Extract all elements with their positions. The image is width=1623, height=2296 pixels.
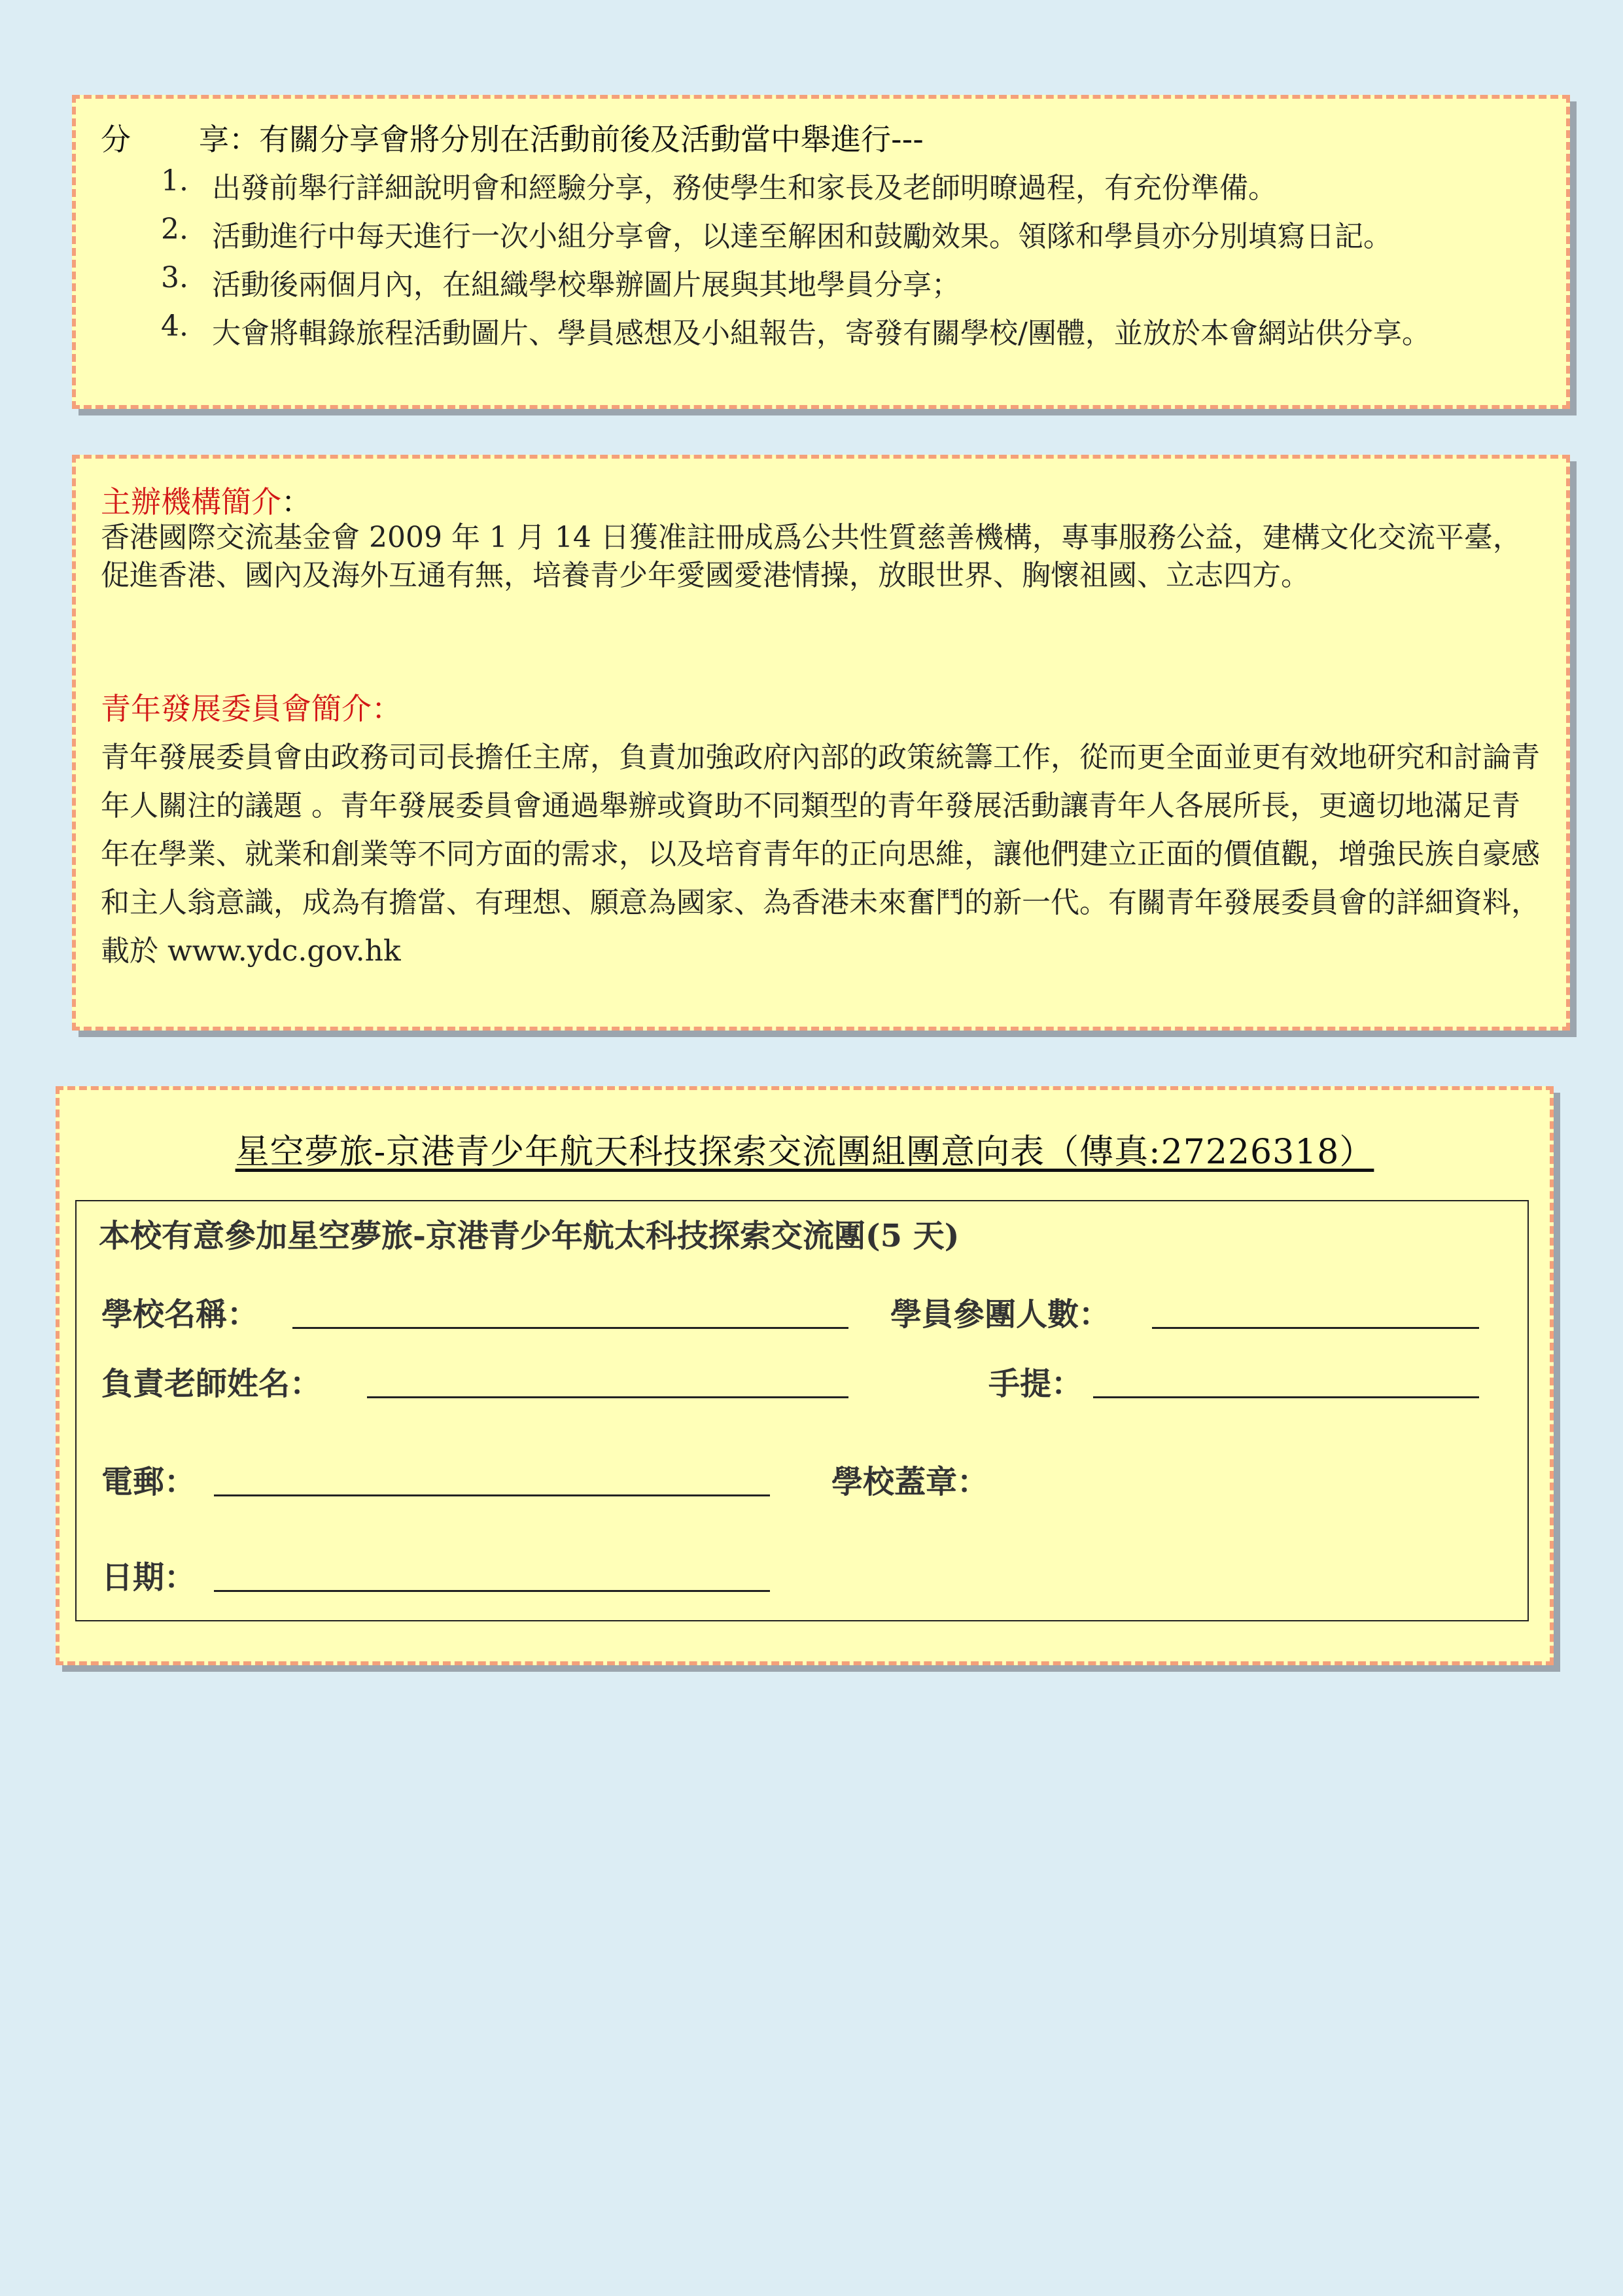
email-field[interactable] xyxy=(214,1494,770,1496)
ydc-title xyxy=(101,685,402,728)
school-name-field[interactable] xyxy=(292,1327,848,1329)
list-text: 出發前舉行詳細說明會和經驗分享，務使學生和家長及老師明暸過程，有充份準備。 xyxy=(212,171,1277,205)
participants-label: 學員參團人數： xyxy=(890,1296,1111,1333)
ydc-body: 青年發展委員會由政務司司長擔任主席，負責加強政府內部的政策統籌工作，從而更全面並更有效地研究和討論青年人關注的議題 。青年發展委員會通過舉辦或資助不同類型的青年發展活動讓青年人各展所長，更適切地滿足青年在學業、就業和創業等不同方面的需求，以及培育青年的正向思維，讓他們建立正面的價值觀，增強民族自豪感和主人翁意識，成為有擔當、有理想、願意為國家、為香港未來奮鬥的新一代。有關青年發展委員會的詳細資料，載於 www.ydc.gov.hk xyxy=(101,741,1540,968)
organizer-title-text: 主辦機構簡介 xyxy=(101,484,281,520)
form-title: 星空夢旅-京港青少年航天科技探索交流團組團意向表（傳真:27226318） xyxy=(235,1133,1374,1172)
sharing-label: 分 xyxy=(101,122,131,157)
application-form xyxy=(56,1086,1554,1665)
date-label: 日期： xyxy=(101,1559,196,1596)
participants-field[interactable] xyxy=(1152,1327,1479,1329)
list-text: 活動後兩個月內，在組織學校舉辦圖片展與其地學員分享； xyxy=(212,268,960,302)
organizer-title xyxy=(101,478,311,521)
email-label: 電郵： xyxy=(101,1464,196,1500)
date-field[interactable] xyxy=(214,1590,770,1592)
intro-section xyxy=(72,455,1570,1031)
sharing-section xyxy=(72,95,1570,409)
ydc-title-text: 青年發展委員會簡介 xyxy=(101,691,372,726)
list-number: 1. xyxy=(161,164,188,198)
organizer-title-colon: ： xyxy=(281,484,311,520)
ydc-title-colon: ： xyxy=(372,691,402,726)
list-number: 3. xyxy=(161,261,188,294)
sharing-heading-text: 享：有關分享會將分別在活動前後及活動當中舉進行--- xyxy=(199,122,924,157)
list-number: 4. xyxy=(161,309,188,343)
organizer-body: 香港國際交流基金會 2009 年 1 月 14 日獲准註冊成爲公共性質慈善機構，專事服務公益，建構文化交流平臺，促進香港、國內及海外互通有無，培養青少年愛國愛港情操，放眼世界、胸懷祖國、立志四方。 xyxy=(101,521,1522,592)
mobile-label: 手提： xyxy=(988,1366,1083,1402)
form-body xyxy=(75,1200,1529,1621)
mobile-field[interactable] xyxy=(1093,1396,1479,1398)
school-stamp-label: 學校蓋章： xyxy=(831,1464,989,1500)
form-intro: 本校有意參加星空夢旅-京港青少年航太科技探索交流團(5 天) xyxy=(99,1218,960,1254)
list-text: 大會將輯錄旅程活動圖片、學員感想及小組報告，寄發有關學校/團體，並放於本會網站供分享。 xyxy=(212,317,1431,350)
list-number: 2. xyxy=(161,213,188,246)
school-name-label: 學校名稱： xyxy=(101,1296,259,1333)
teacher-name-field[interactable] xyxy=(367,1396,848,1398)
teacher-name-label: 負責老師姓名： xyxy=(101,1366,322,1402)
sharing-heading xyxy=(101,116,924,159)
list-text: 活動進行中每天進行一次小組分享會，以達至解困和鼓勵效果。領隊和學員亦分別填寫日記。 xyxy=(212,220,1392,253)
